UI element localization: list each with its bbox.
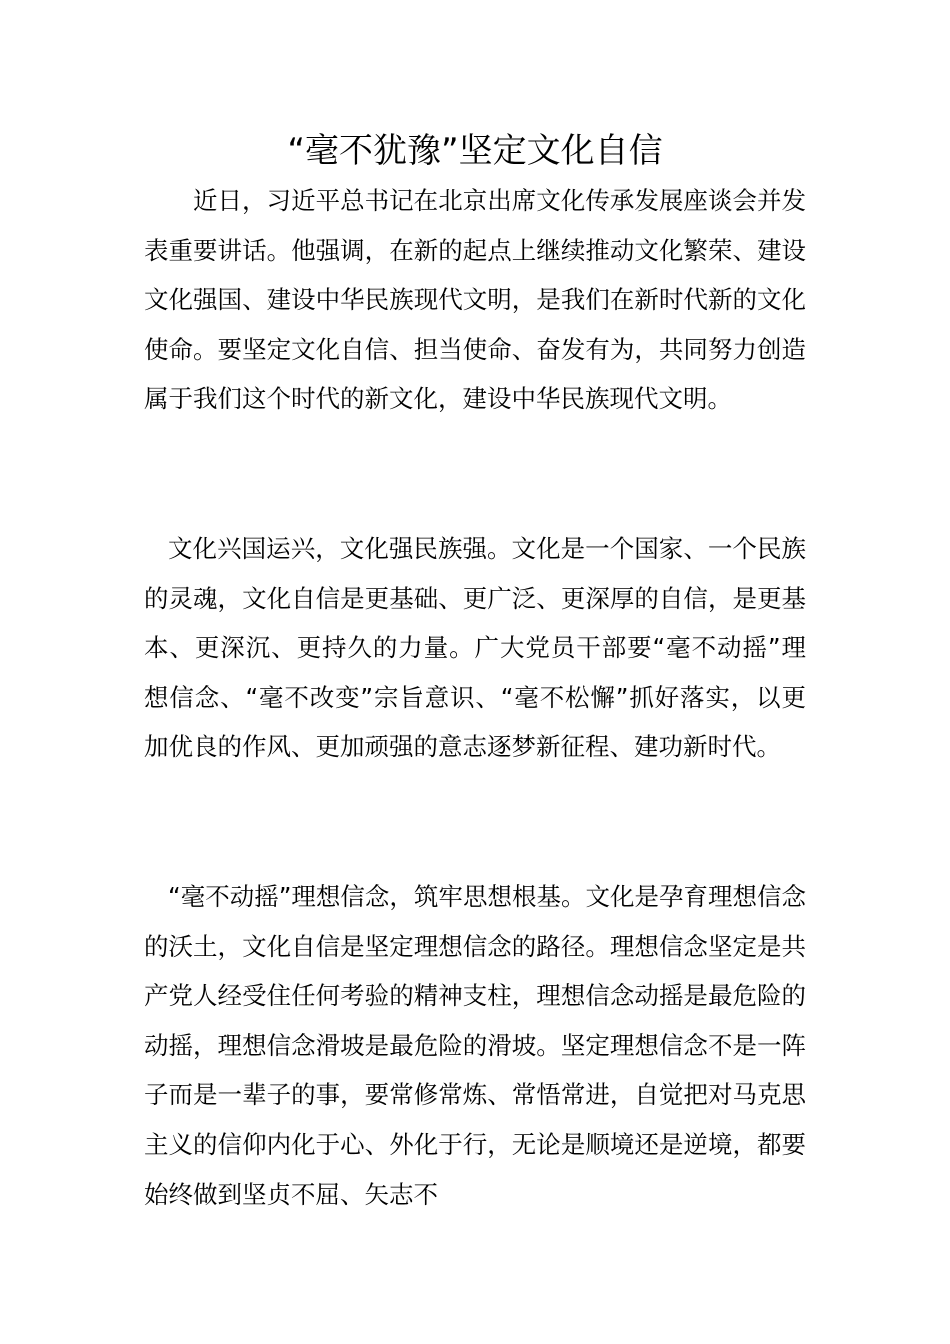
document-title: “毫不犹豫”坚定文化自信 bbox=[287, 131, 663, 171]
paragraph-1: 近日，习近平总书记在北京出席文化传承发展座谈会并发表重要讲话。他强调，在新的起点上继续推动文化繁荣、建设文化强国、建设中华民族现代文明，是我们在新时代新的文化使命。要坚定文化自信、担当使命、奋发有为，共同努力创造属于我们这个时代的新文化，建设中华民族现代文明。 bbox=[144, 186, 806, 414]
paragraph-3: “毫不动摇”理想信念，筑牢思想根基。文化是孕育理想信念的沃土，文化自信是坚定理想信念的路径。理想信念坚定是共产党人经受住任何考验的精神支柱，理想信念动摇是最危险的动摇，理想信念滑坡是最危险的滑坡。坚定理想信念不是一阵子而是一辈子的事，要常修常炼、常悟常进，自觉把对马克思主义的信仰内化于心、外化于行，无论是顺境还是逆境，都要始终做到坚贞不屈、矢志不 bbox=[144, 882, 806, 1209]
paragraph-2: 文化兴国运兴，文化强民族强。文化是一个国家、一个民族的灵魂，文化自信是更基础、更广泛、更深厚的自信，是更基本、更深沉、更持久的力量。广大党员干部要“毫不动摇”理想信念、“毫不改变”宗旨意识、“毫不松懈”抓好落实，以更加优良的作风、更加顽强的意志逐梦新征程、建功新时代。 bbox=[144, 534, 806, 762]
